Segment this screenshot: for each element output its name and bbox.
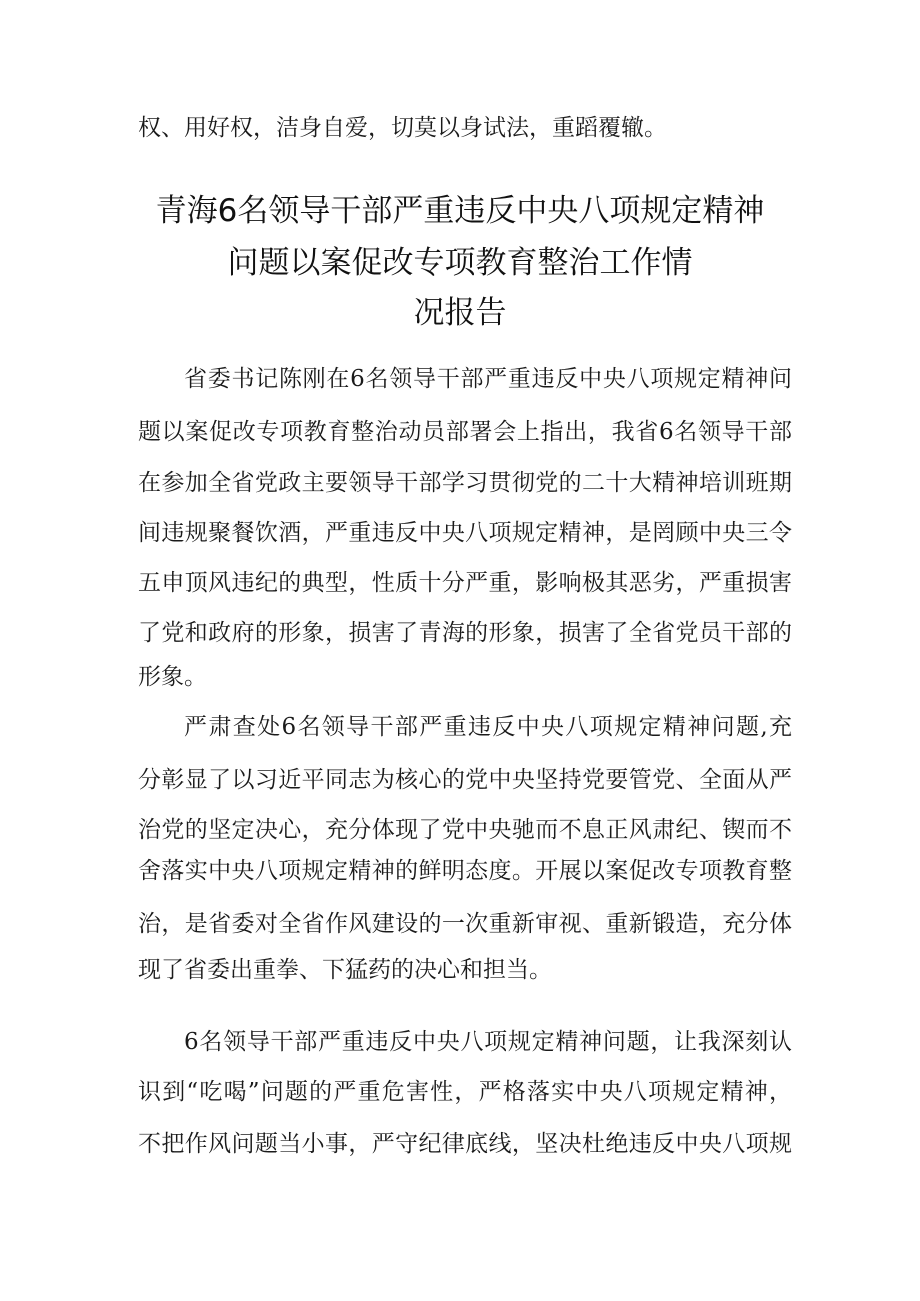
paragraph-line: 严肃查处6名领导干部严重违反中央八项规定精神问题,充 [184, 714, 792, 740]
paragraph-line: 题以案促改专项教育整治动员部署会上指出，我省6名领导干部 [138, 419, 792, 445]
paragraph-line: 形象。 [138, 664, 207, 690]
paragraph-line: 分彰显了以习近平同志为核心的党中央坚持党要管党、全面从严 [138, 767, 792, 793]
paragraph-line: 治，是省委对全省作风建设的一次重新审视、重新锻造，充分体 [138, 911, 792, 937]
paragraph-line: 五申顶风违纪的典型，性质十分严重，影响极其恶劣，严重损害 [138, 570, 792, 596]
document-title-line-1: 青海6名领导干部严重违反中央八项规定精神 [155, 193, 765, 229]
paragraph-line: 舍落实中央八项规定精神的鲜明态度。开展以案促改专项教育整 [138, 858, 792, 884]
paragraph-line: 识到“吃喝”问题的严重危害性，严格落实中央八项规定精神， [138, 1079, 792, 1105]
carryover-line: 权、用好权，洁身自爱，切莫以身试法，重蹈覆辙。 [138, 115, 667, 141]
paragraph-line: 在参加全省党政主要领导干部学习贯彻党的二十大精神培训班期 [138, 470, 792, 496]
document-title-line-2: 问题以案促改专项教育整治工作情 [227, 245, 693, 281]
document-title-line-3: 况报告 [413, 295, 507, 331]
paragraph-line: 省委书记陈刚在6名领导干部严重违反中央八项规定精神问 [184, 366, 792, 392]
paragraph-line: 6名领导干部严重违反中央八项规定精神问题，让我深刻认 [184, 1029, 792, 1055]
paragraph-line: 间违规聚餐饮酒，严重违反中央八项规定精神，是罔顾中央三令 [138, 520, 792, 546]
paragraph-line: 治党的坚定决心，充分体现了党中央驰而不息正风肃纪、锲而不 [138, 817, 792, 843]
paragraph-line: 现了省委出重拳、下猛药的决心和担当。 [138, 957, 552, 983]
paragraph-line: 了党和政府的形象，损害了青海的形象，损害了全省党员干部的 [138, 620, 792, 646]
paragraph-line: 不把作风问题当小事，严守纪律底线，坚决杜绝违反中央八项规 [138, 1131, 792, 1157]
